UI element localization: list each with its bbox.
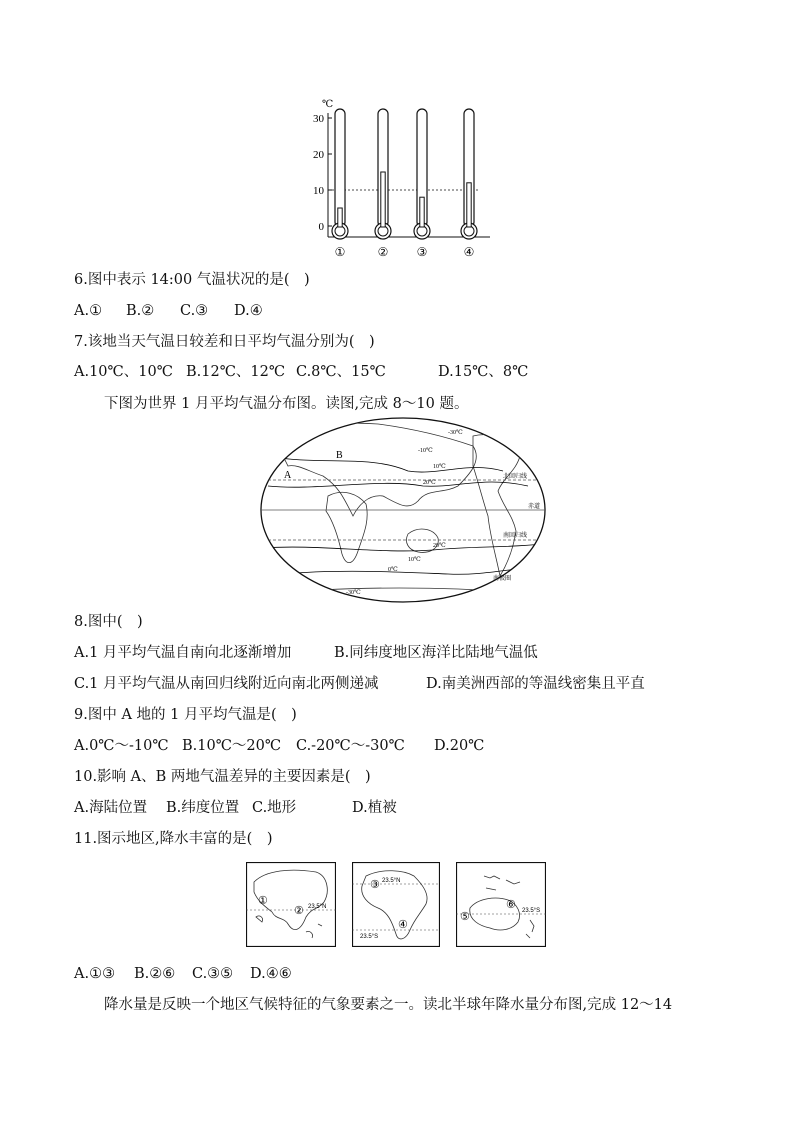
q9-option-b[interactable]: B.10℃～20℃ <box>182 738 282 754</box>
thermometer-liquid-column <box>381 172 385 227</box>
marker-1: ① <box>258 895 268 907</box>
africa-lat-label-north: 23.5°N <box>382 878 401 884</box>
africa-lat-label-south: 23.5°S <box>360 934 379 940</box>
marker-5: ⑤ <box>460 911 470 923</box>
q10-option-d[interactable]: D.植被 <box>352 800 397 816</box>
y-tick-label: 20 <box>313 149 324 161</box>
thermometer-liquid-column <box>338 208 342 227</box>
map-label-0: 0℃ <box>388 567 398 573</box>
map-label-10: 10℃ <box>433 464 446 470</box>
map-label-m10: -10℃ <box>418 448 433 454</box>
q8-option-c[interactable]: C.1 月平均气温从南回归线附近向南北两侧递减 <box>74 676 379 692</box>
q7-option-c[interactable]: C.8℃、15℃ <box>296 364 386 380</box>
unit-label: ℃ <box>322 99 334 110</box>
y-tick-label: 10 <box>313 185 324 197</box>
q6-option-b[interactable]: B.② <box>126 303 155 319</box>
q11-option-a[interactable]: A.①③ <box>74 966 116 982</box>
q10-option-a[interactable]: A.海陆位置 <box>74 800 148 816</box>
q10-option-c[interactable]: C.地形 <box>252 800 297 816</box>
q10-stem: 10.影响 A、B 两地气温差异的主要因素是( ) <box>74 769 371 785</box>
q8-option-a[interactable]: A.1 月平均气温自南向北逐渐增加 <box>74 645 292 661</box>
q8-stem: 8.图中( ) <box>74 614 143 630</box>
regional-map-africa <box>352 862 440 947</box>
intro-8-10: 下图为世界 1 月平均气温分布图。读图,完成 8～10 题。 <box>104 396 469 412</box>
oceania-lat-label: 23.5°S <box>522 908 541 914</box>
world-january-temperature-map <box>258 416 548 606</box>
regional-map-oceania <box>456 862 546 947</box>
q9-option-c[interactable]: C.-20℃～-30℃ <box>296 738 405 754</box>
marker-2: ② <box>294 905 304 917</box>
marker-6: ⑥ <box>506 899 516 911</box>
marker-3: ③ <box>370 879 380 891</box>
map-label-m30-south: -30℃ <box>346 590 361 596</box>
thermometer-figure <box>300 95 500 265</box>
q7-stem: 7.该地当天气温日较差和日平均气温分别为( ) <box>74 334 375 350</box>
marker-4: ④ <box>398 919 408 931</box>
q8-option-b[interactable]: B.同纬度地区海洋比陆地气温低 <box>334 645 538 661</box>
q9-option-a[interactable]: A.0℃～-10℃ <box>74 738 169 754</box>
q9-stem: 9.图中 A 地的 1 月平均气温是( ) <box>74 707 297 723</box>
thermometer-liquid-column <box>467 183 471 227</box>
q8-option-d[interactable]: D.南美洲西部的等温线密集且平直 <box>426 676 645 692</box>
q6-stem: 6.图中表示 14:00 气温状况的是( ) <box>74 272 310 288</box>
intro-12-14: 降水量是反映一个地区气候特征的气象要素之一。读北半球年降水量分布图,完成 12～14 <box>104 997 673 1013</box>
asia-lat-label: 23.5°N <box>308 904 327 910</box>
thermometer-liquid-column <box>420 197 424 227</box>
map-label-equator: 赤道 <box>528 504 541 510</box>
y-tick-label: 30 <box>313 113 324 125</box>
map-label-tropic-capricorn: 南回归线 <box>503 533 528 539</box>
q7-option-b[interactable]: B.12℃、12℃ <box>186 364 286 380</box>
point-b-label: B <box>336 450 343 461</box>
point-a-label: A <box>284 470 292 481</box>
q11-stem: 11.图示地区,降水丰富的是( ) <box>74 831 273 847</box>
map-label-m30-north: -30℃ <box>448 430 463 436</box>
q10-option-b[interactable]: B.纬度位置 <box>166 800 240 816</box>
q11-option-c[interactable]: C.③⑤ <box>192 966 234 982</box>
q7-option-a[interactable]: A.10℃、10℃ <box>74 364 173 380</box>
thermometer-label: ② <box>377 245 389 259</box>
map-label-tropic-cancer: 北回归线 <box>503 474 528 480</box>
q7-option-d[interactable]: D.15℃、8℃ <box>438 364 529 380</box>
q6-option-a[interactable]: A.① <box>74 303 103 319</box>
map-label-20-north: 20℃ <box>423 480 436 486</box>
q6-option-c[interactable]: C.③ <box>180 303 209 319</box>
q6-option-d[interactable]: D.④ <box>234 303 263 319</box>
map-label-10-south: 10℃ <box>408 557 421 563</box>
regional-map-asia <box>246 862 336 947</box>
thermometer-label: ① <box>334 245 346 259</box>
q11-option-d[interactable]: D.④⑥ <box>250 966 292 982</box>
map-label-20-south: 20℃ <box>433 543 446 549</box>
map-label-antarctic-circle: 南极圈 <box>493 576 512 582</box>
y-tick-label: 0 <box>318 221 324 233</box>
thermometer-label: ④ <box>463 245 475 259</box>
thermometer-label: ③ <box>416 245 428 259</box>
q9-option-d[interactable]: D.20℃ <box>434 738 485 754</box>
q11-option-b[interactable]: B.②⑥ <box>134 966 176 982</box>
